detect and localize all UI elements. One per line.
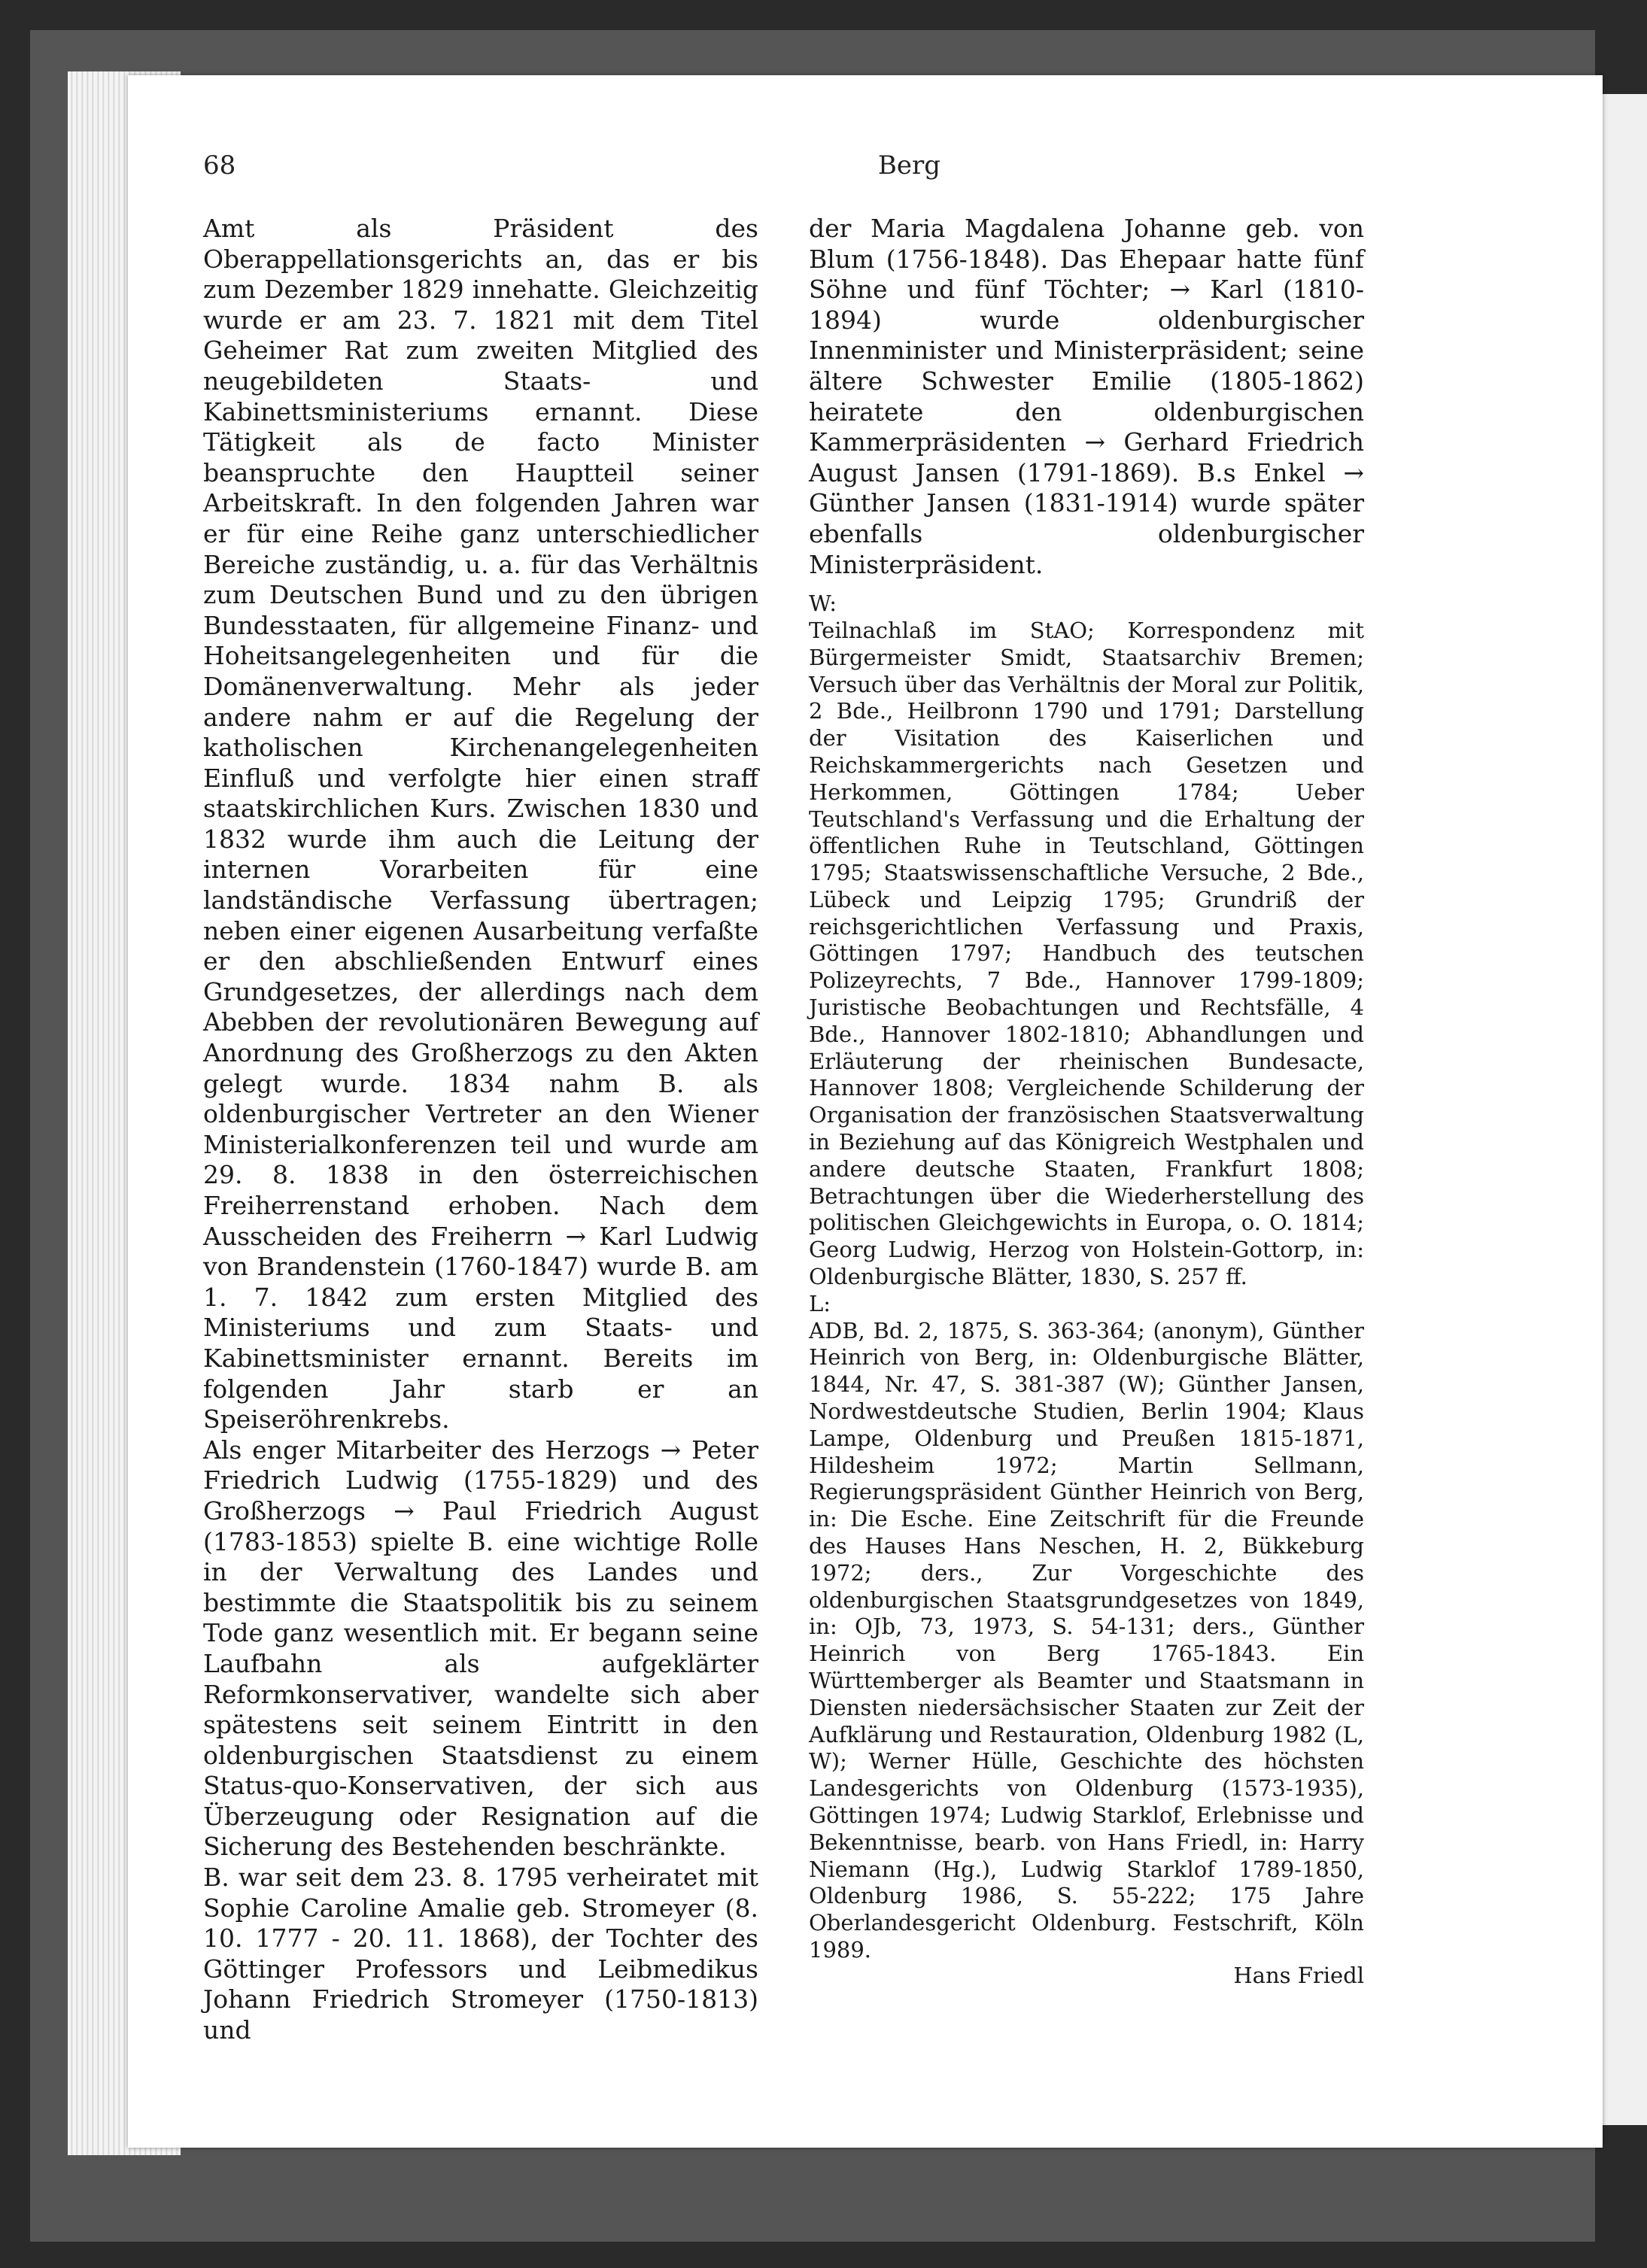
works-list: Teilnachlaß im StAO; Korrespondenz mit Bürgermeister Smidt, Staatsarchiv Bremen; Versuch über das Verhältnis der Moral zur Politik, 2 Bde., Heilbronn 1790 und 1791; Darstellung der Visitation des Kaiserlichen und Reichskammergerichts nach Gesetzen und Herkommen, Göttingen 1784; Ueber Teutschland's Verfassung und die Erhaltung der öffentlichen Ruhe in Teutschland, Göttingen 1795; Staatswissenschaftliche Versuche, 2 Bde., Lübeck und Leipzig 1795; Grundriß der reichsgerichtlichen Verfassung und Praxis, Göttingen 1797; Handbuch des teutschen Polizeyrechts, 7 Bde., Hannover 1799-1809; Juristische Beobachtungen und Rechtsfälle, 4 Bde., Hannover 1802-1810; Abhandlungen und Erläuterung der rheinischen Bundesacte, Hannover 1808; Vergleichende Schilderung der Organisation der französischen Staatsverwaltung in Beziehung auf das Königreich Westphalen und andere deutsche Staaten, Frankfurt 1808; Betrachtungen über die Wiederherstellung des politischen Gleichgewichts in Europa, o. O. 1814; Georg Ludwig, Herzog von Holstein-Gottorp, in: Oldenburgische Blätter, 1830, S. 257 ff. xyxy=(809,617,1364,1290)
works-label: W: xyxy=(809,591,837,617)
left-column xyxy=(203,214,758,2046)
paragraph-career: Amt als Präsident des Oberappellationsgerichts an, das er bis zum Dezember 1829 innehatte. Gleichzeitig wurde er am 23. 7. 1821 mit dem Titel Geheimer Rat zum zweiten Mitglied des neugebildeten Staats- und Kabinettsministeriums ernannt. Diese Tätigkeit als de facto Minister beanspruchte den Hauptteil seiner Arbeitskraft. In den folgenden Jahren war er für eine Reihe ganz unterschiedlicher Bereiche zuständig, u. a. für das Verhältnis zum Deutschen Bund und zu den übrigen Bundesstaaten, für allgemeine Finanz- und Hoheitsangelegenheiten und für die Domänenverwaltung. Mehr als jeder andere nahm er auf die Regelung der katholischen Kirchenangelegenheiten Einfluß und verfolgte hier einen straff staatskirchlichen Kurs. Zwischen 1830 und 1832 wurde ihm auch die Leitung der internen Vorarbeiten für eine landständische Verfassung übertragen; neben einer eigenen Ausarbeitung verfaßte er den abschließenden Entwurf eines Grundgesetzes, der allerdings nach dem Abebben der revolutionären Bewegung auf Anordnung des Großherzogs zu den Akten gelegt wurde. 1834 nahm B. als oldenburgischer Vertreter an den Wiener Ministerialkonferenzen teil und wurde am 29. 8. 1838 in den österreichischen Freiherrenstand erhoben. Nach dem Ausscheiden des Freiherrn → Karl Ludwig von Brandenstein (1760-1847) wurde B. am 1. 7. 1842 zum ersten Mitglied des Ministeriums und zum Staats- und Kabinettsminister ernannt. Bereits im folgenden Jahr starb er an Speiseröhrenkrebs. xyxy=(203,214,758,1435)
spacer xyxy=(809,580,1364,591)
paragraph-family: B. war seit dem 23. 8. 1795 verheiratet mit Sophie Caroline Amalie geb. Stromeyer (8. 10. 1777 - 20. 11. 1868), der Tochter des Göttinger Professors und Leibmedikus Johann Friedrich Stromeyer (1750-1813) und xyxy=(203,1863,758,2045)
page-number: 68 xyxy=(203,150,236,181)
article-author: Hans Friedl xyxy=(1233,1962,1364,1988)
literature-list: ADB, Bd. 2, 1875, S. 363-364; (anonym), Günther Heinrich von Berg, in: Oldenburgische Blätter, 1844, Nr. 47, S. 381-387 (W); Günther Jansen, Nordwestdeutsche Studien, Berlin 1904; Klaus Lampe, Oldenburg und Preußen 1815-1871, Hildesheim 1972; Martin Sellmann, Regierungspräsident Günther Heinrich von Berg, in: Die Esche. Eine Zeitschrift für die Freunde des Hauses Hans Neschen, H. 2, Bükkeburg 1972; ders., Zur Vorgeschichte des oldenburgischen Staatsgrundgesetzes von 1849, in: OJb, 73, 1973, S. 54-131; ders., Günther Heinrich von Berg 1765-1843. Ein Württemberger als Beamter und Staatsmann in Diensten niedersächsischer Staaten zur Zeit der Aufklärung und Restauration, Oldenburg 1982 (L, W); Werner Hülle, Geschichte des höchsten Landesgerichts von Oldenburg (1573-1935), Göttingen 1974; Ludwig Starklof, Erlebnisse und Bekenntnisse, bearb. von Hans Friedl, in: Harry Niemann (Hg.), Ludwig Starklof 1789-1850, Oldenburg 1986, S. 55-222; 175 Jahre Oberlandesgericht Oldenburg. Festschrift, Köln 1989. xyxy=(809,1317,1364,1963)
paragraph-assessment: Als enger Mitarbeiter des Herzogs → Peter Friedrich Ludwig (1755-1829) und des Großherzogs → Paul Friedrich August (1783-1853) spielte B. eine wichtige Rolle in der Verwaltung des Landes und bestimmte die Staatspolitik bis zu seinem Tode ganz wesentlich mit. Er begann seine Laufbahn als aufgeklärter Reformkonservativer, wandelte sich aber spätestens seit seinem Eintritt in den oldenburgischen Staatsdienst zu einem Status-quo-Konservativen, der sich aus Überzeugung oder Resignation auf die Sicherung des Bestehenden beschränkte. xyxy=(203,1435,758,1862)
facing-page-edge xyxy=(1595,94,1647,2125)
literature-label: L: xyxy=(809,1290,831,1316)
paragraph-children: der Maria Magdalena Johanne geb. von Blum (1756-1848). Das Ehepaar hatte fünf Söhne und fünf Töchter; → Karl (1810-1894) wurde oldenburgischer Innenminister und Ministerpräsident; seine ältere Schwester Emilie (1805-1862) heiratete den oldenburgischen Kammerpräsidenten → Gerhard Friedrich August Jansen (1791-1869). B.s Enkel → Günther Jansen (1831-1914) wurde später ebenfalls oldenburgischer Ministerpräsident. xyxy=(809,214,1364,579)
running-title: Berg xyxy=(877,150,940,181)
right-column xyxy=(809,214,1364,1990)
